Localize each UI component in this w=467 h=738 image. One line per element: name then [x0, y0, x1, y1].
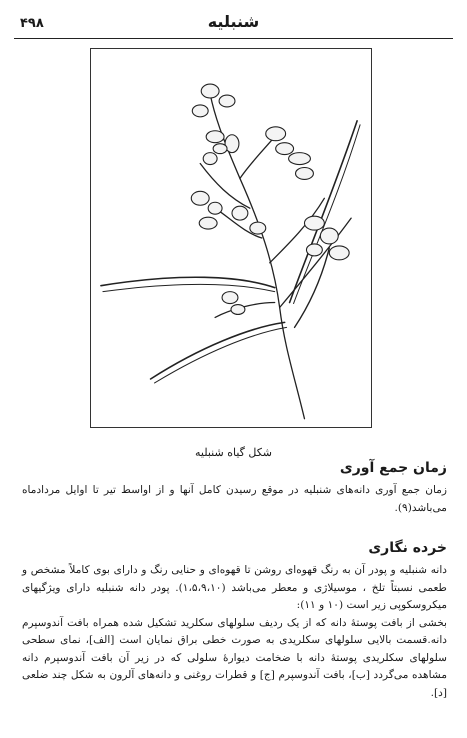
section-heading-microscopy: خرده نگاری	[368, 540, 447, 556]
header-rule	[14, 38, 453, 39]
section-body-microscopy	[22, 562, 447, 702]
section-body-collection-time	[22, 482, 447, 517]
paragraph: دانه شنبلیه و پودر آن به رنگ قهوه‌ای روشن تا قهوه‌ای و حنایی رنگ و دارای بوی کاملاً مشخص و طعمی نسبتاً تلخ ، موسیلاژی و معطر می‌باشد (۱،۵،۹،۱۰). پودر دانه شنبلیه دارای ویژگیهای میکروسکوپی زیر است (۱۰ و ۱۱):	[22, 564, 447, 611]
figure-caption: شکل گیاه شنبلیه	[195, 446, 272, 459]
page-number: ۴۹۸	[20, 16, 44, 31]
paragraph: زمان جمع آوری دانه‌های شنبلیه در موقع رسیدن کامل آنها و از اواسط تیر تا اوایل مردادماه می‌باشد(۹).	[22, 484, 447, 514]
section-heading-collection-time: زمان جمع آوری	[339, 460, 447, 476]
paragraph: بخشی از بافت پوستهٔ دانه که از یک ردیف سلولهای سکلرید تشکیل شده همراه بافت آندوسپرم دانه.قسمت بالایی سلولهای سکلریدی به صورت خطی براق نمایان است [الف]، نمای سطحی سلولهای سکلریدی پوستهٔ دانه با ضخامت دیوارهٔ سلولی که در زیر آن بافت آندوسپرم دانه مشاهده می‌گردد [ب]، بافت آندوسپرم [ج] و قطرات روغنی و دانه‌های آلرون به شکل چند ضلعی [د].	[22, 616, 447, 699]
plant-figure	[90, 48, 372, 428]
running-title: شنبلیه	[207, 12, 260, 31]
fenugreek-plant-illustration	[91, 49, 371, 427]
